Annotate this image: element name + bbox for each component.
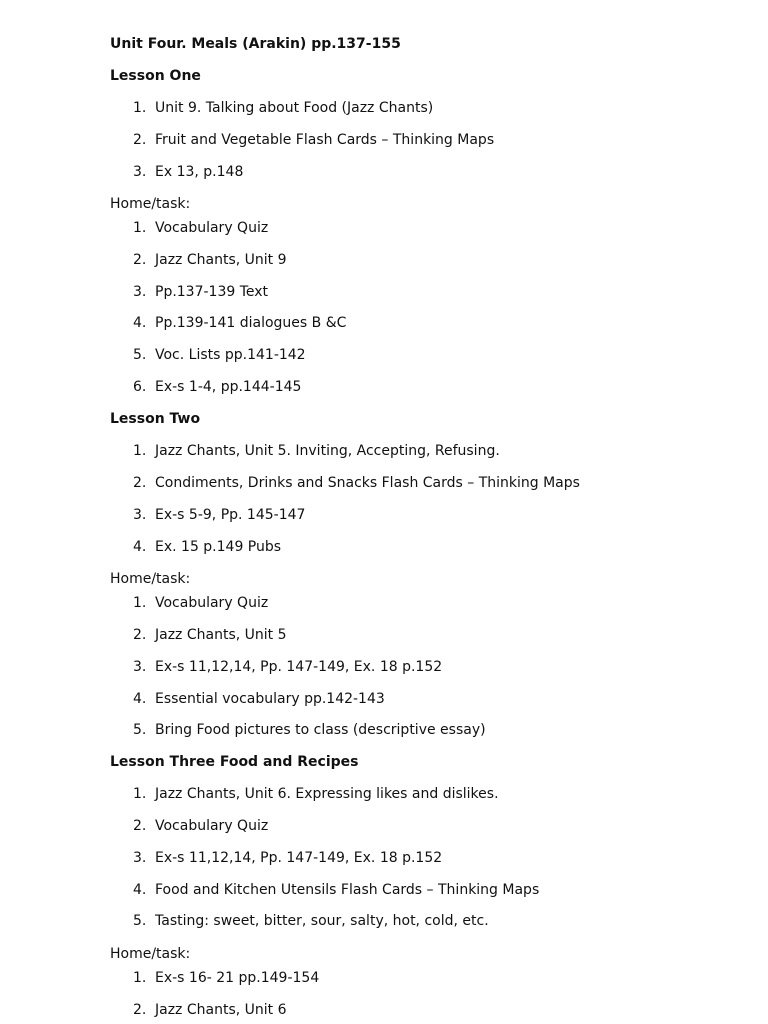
list-item-text: Ex. 15 p.149 Pubs [155, 539, 282, 555]
list-item-number: 1. [133, 595, 147, 611]
list-item-number: 2. [133, 818, 147, 834]
list-item-number: 4. [133, 315, 147, 331]
list-item-text: Ex-s 11,12,14, Pp. 147-149, Ex. 18 p.152 [155, 659, 443, 675]
list-item-text: Tasting: sweet, bitter, sour, salty, hot, cold, etc. [155, 913, 489, 929]
list-item-text: Pp.137-139 Text [155, 284, 269, 300]
lesson-three-hometask-label: Home/task: [110, 946, 191, 962]
list-item-text: Ex 13, p.148 [155, 164, 244, 180]
list-item-text: Food and Kitchen Utensils Flash Cards – Thinking Maps [155, 882, 540, 898]
lesson-one-hometask-label: Home/task: [110, 196, 191, 212]
list-item-text: Essential vocabulary pp.142-143 [155, 691, 385, 707]
list-item-number: 1. [133, 220, 147, 236]
list-item-text: Jazz Chants, Unit 5 [155, 627, 287, 643]
lesson-one-heading: Lesson One [110, 68, 201, 84]
list-item-number: 3. [133, 507, 147, 523]
list-item-number: 1. [133, 100, 147, 116]
lesson-two-heading: Lesson Two [110, 411, 201, 427]
document-title: Unit Four. Meals (Arakin) pp.137-155 [110, 36, 401, 52]
list-item-number: 3. [133, 164, 147, 180]
list-item-number: 3. [133, 284, 147, 300]
list-item-text: Bring Food pictures to class (descriptive essay) [155, 722, 486, 738]
list-item-text: Unit 9. Talking about Food (Jazz Chants) [155, 100, 434, 116]
list-item-text: Vocabulary Quiz [155, 595, 269, 611]
list-item-number: 2. [133, 252, 147, 268]
list-item-text: Ex-s 5-9, Pp. 145-147 [155, 507, 306, 523]
lesson-three-heading: Lesson Three Food and Recipes [110, 754, 359, 770]
list-item-number: 4. [133, 882, 147, 898]
list-item-text: Fruit and Vegetable Flash Cards – Thinking Maps [155, 132, 495, 148]
list-item-text: Vocabulary Quiz [155, 818, 269, 834]
list-item-number: 1. [133, 970, 147, 986]
list-item-number: 3. [133, 850, 147, 866]
list-item-text: Ex-s 1-4, pp.144-145 [155, 379, 302, 395]
list-item-number: 6. [133, 379, 147, 395]
list-item-text: Condiments, Drinks and Snacks Flash Cards – Thinking Maps [155, 475, 580, 491]
list-item-number: 4. [133, 539, 147, 555]
list-item-number: 2. [133, 132, 147, 148]
list-item-text: Voc. Lists pp.141-142 [155, 347, 306, 363]
list-item-number: 2. [133, 1002, 147, 1018]
list-item-number: 3. [133, 659, 147, 675]
list-item-number: 4. [133, 691, 147, 707]
list-item-text: Vocabulary Quiz [155, 220, 269, 236]
list-item-number: 1. [133, 786, 147, 802]
list-item-number: 2. [133, 627, 147, 643]
list-item-number: 5. [133, 913, 147, 929]
list-item-text: Pp.139-141 dialogues B &C [155, 315, 347, 331]
list-item-number: 2. [133, 475, 147, 491]
list-item-text: Jazz Chants, Unit 9 [155, 252, 287, 268]
list-item-text: Ex-s 11,12,14, Pp. 147-149, Ex. 18 p.152 [155, 850, 443, 866]
list-item-number: 1. [133, 443, 147, 459]
list-item-text: Jazz Chants, Unit 6 [155, 1002, 287, 1018]
list-item-text: Jazz Chants, Unit 6. Expressing likes and dislikes. [155, 786, 499, 802]
list-item-text: Ex-s 16- 21 pp.149-154 [155, 970, 320, 986]
lesson-two-hometask-label: Home/task: [110, 571, 191, 587]
list-item-number: 5. [133, 722, 147, 738]
list-item-number: 5. [133, 347, 147, 363]
list-item-text: Jazz Chants, Unit 5. Inviting, Accepting, Refusing. [155, 443, 500, 459]
